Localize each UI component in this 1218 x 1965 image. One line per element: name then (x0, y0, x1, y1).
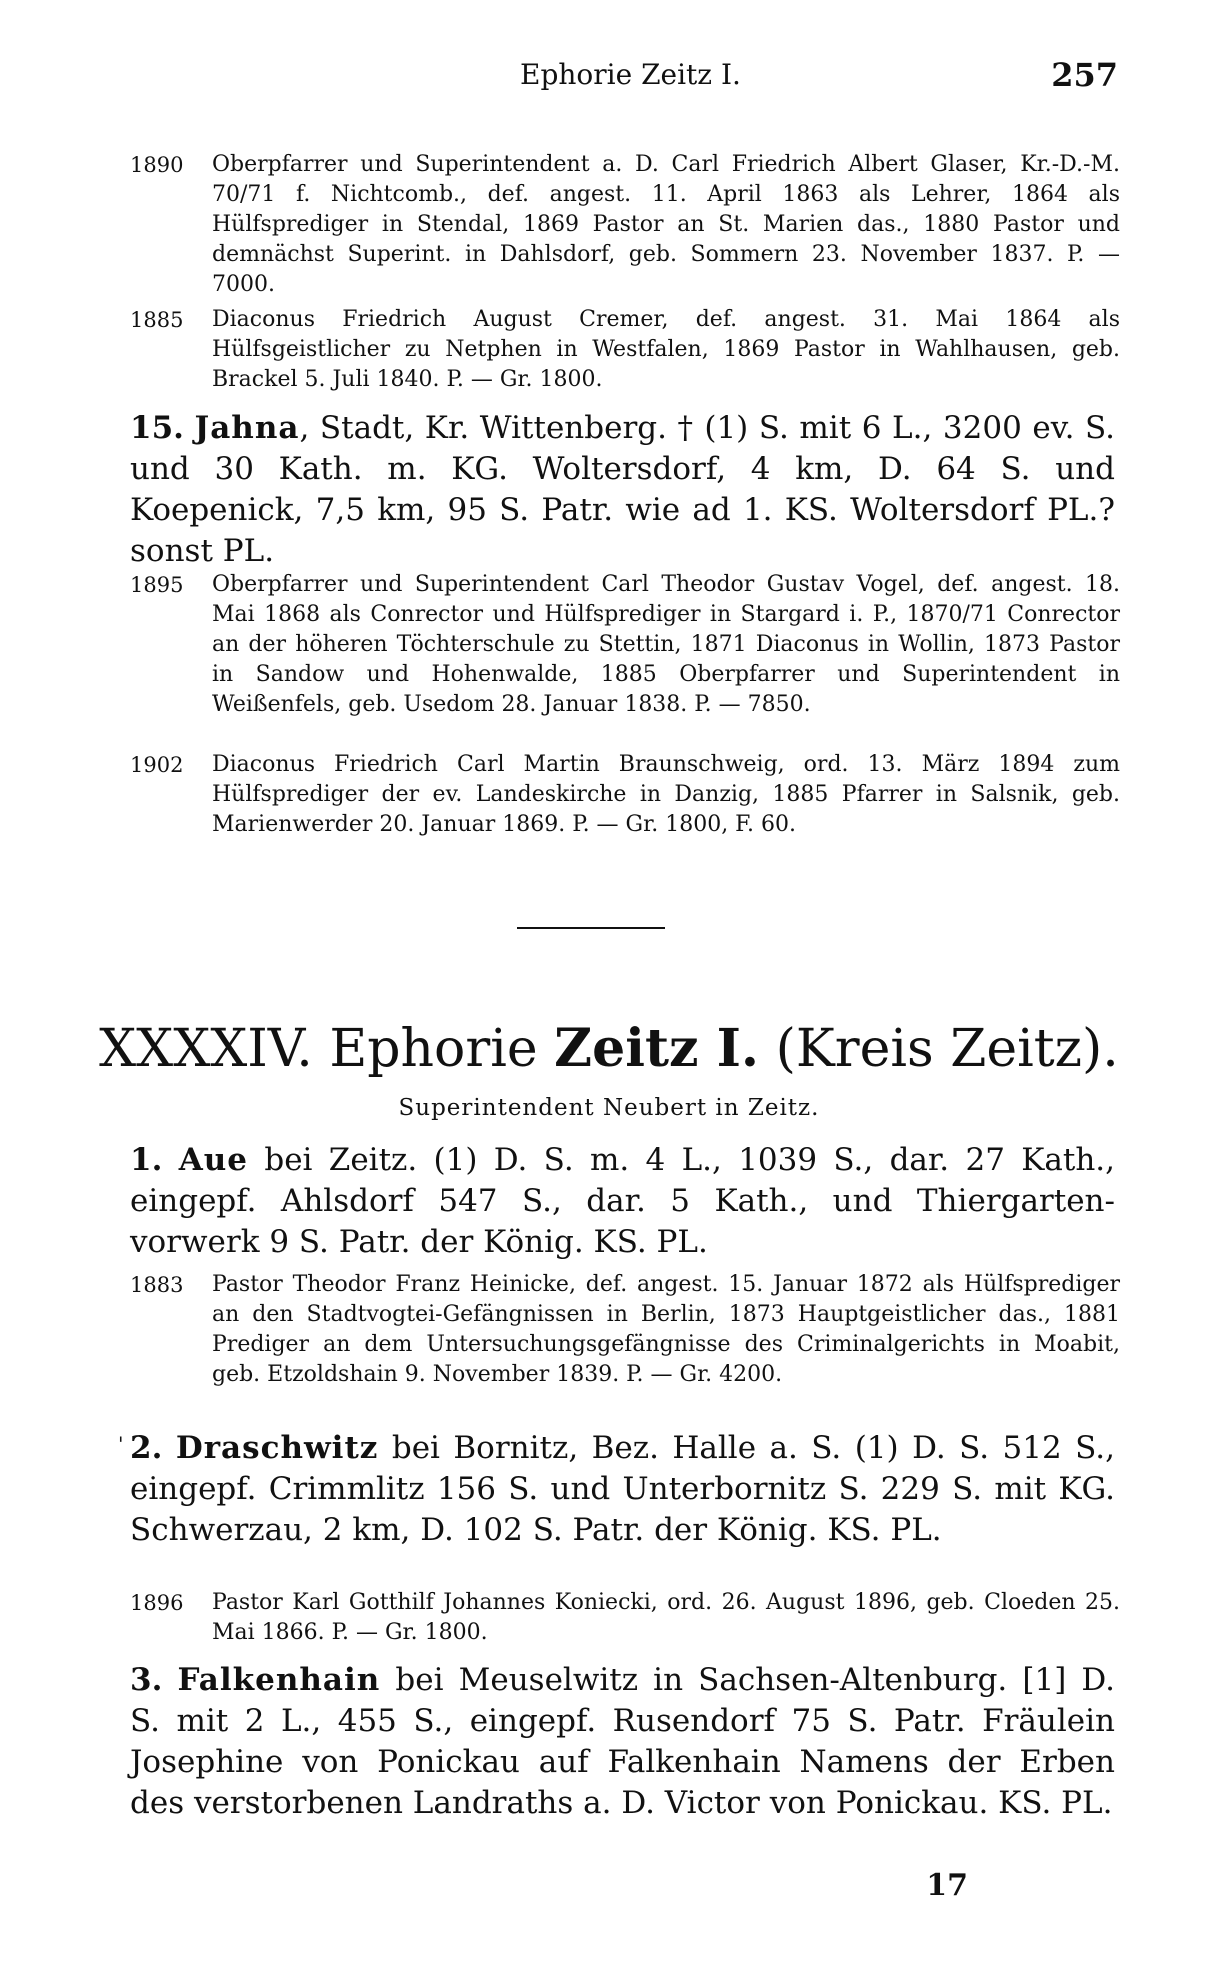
entry-text: Oberpfarrer und Superintendent Carl Theodor Gustav Vogel, def. angest. 18. Mai 1868 als Conrector und Hülfsprediger in Stargard i. P., 1870/71 Conrector an der höheren Töchterschule zu Stettin, 1871 Diaconus in Wollin, 1873 Pastor in Sandow und Hohenwalde, 1885 Oberpfarrer und Superintendent in Weißenfels, geb. Usedom 28. Januar 1838. P. — 7850. (212, 572, 1120, 717)
entry-year: 1896 (130, 1591, 184, 1615)
place-text: bei Zeitz. (1) D. S. m. 4 L., 1039 S., dar. 27 Kath., eingepf. Ahlsdorf 547 S., dar. 5 Kath., und Thiergarten-vorwerk 9 S. Patr. der König. KS. PL. (130, 1142, 1116, 1260)
entry-year: 1902 (130, 753, 184, 777)
page-number: 257 (1051, 56, 1118, 94)
sheet-signature: 17 (926, 1868, 968, 1903)
place-15-jahna (130, 408, 1115, 572)
place-text: bei Meuselwitz in Sachsen-Altenburg. [1] D. S. mit 2 L., 455 S., eingepf. Rusendorf 75 S. Patr. Fräulein Josephine von Ponickau auf Falkenhain Namens der Erben des verstorbenen Landraths a. D. Victor von Ponickau. KS. PL. (130, 1662, 1115, 1821)
entry-1896 (130, 1588, 1120, 1648)
place-number: 15. (130, 410, 184, 446)
entry-text: Diaconus Friedrich August Cremer, def. angest. 31. Mai 1864 als Hülfsgeistlicher zu Netphen in Westfalen, 1869 Pastor in Wahlhausen, geb. Brackel 5. Juli 1840. P. — Gr. 1800. (212, 307, 1120, 392)
place-name: Jahna (194, 410, 300, 446)
place-name: Falkenhain (177, 1662, 381, 1698)
place-1-aue (130, 1140, 1115, 1263)
running-header (0, 50, 1218, 100)
chapter-suffix: (Kreis Zeitz). (775, 1019, 1119, 1079)
place-2-draschwitz (130, 1428, 1115, 1551)
place-text: bei Bornitz, Bez. Halle a. S. (1) D. S. 512 S., eingepf. Crimmlitz 156 S. und Unterbornitz S. 229 S. mit KG. Schwerzau, 2 km, D. 102 S. Patr. der König. KS. PL. (130, 1430, 1115, 1548)
entry-text: Oberpfarrer und Superintendent a. D. Carl Friedrich Albert Glaser, Kr.-D.-M. 70/71 f. Nichtcomb., def. angest. 11. April 1863 als Lehrer, 1864 als Hülfsprediger in Stendal, 1869 Pastor an St. Marien das., 1880 Pastor und demnächst Superint. in Dahlsdorf, geb. Sommern 23. November 1837. P. — 7000. (212, 152, 1120, 297)
place-number: 3. (130, 1662, 163, 1698)
place-name: Aue (178, 1142, 249, 1178)
entry-1895 (130, 570, 1120, 720)
place-3-falkenhain (130, 1660, 1115, 1824)
superintendent-line: Superintendent Neubert in Zeitz. (398, 1095, 820, 1121)
entry-year: 1890 (130, 153, 184, 177)
place-number: 2. (130, 1430, 163, 1466)
entry-1902 (130, 750, 1120, 840)
header-title: Ephorie Zeitz I. (520, 58, 741, 91)
entry-1883 (130, 1270, 1120, 1390)
entry-year: 1895 (130, 573, 184, 597)
place-text: , Stadt, Kr. Wittenberg. † (1) S. mit 6 L., 3200 ev. S. und 30 Kath. m. KG. Woltersdorf, 4 km, D. 64 S. und Koepenick, 7,5 km, 95 S. Patr. wie ad 1. KS. Woltersdorf PL.? sonst PL. (130, 410, 1116, 569)
entry-text: Pastor Theodor Franz Heinicke, def. angest. 15. Januar 1872 als Hülfsprediger an den Stadtvogtei-Gefängnissen in Berlin, 1873 Hauptgeistlicher das., 1881 Prediger an dem Untersuchungsgefängnisse des Criminalgerichts in Moabit, geb. Etzoldshain 9. November 1839. P. — Gr. 4200. (212, 1272, 1120, 1387)
chapter-place: Zeitz I. (554, 1018, 760, 1079)
entry-text: Diaconus Friedrich Carl Martin Braunschweig, ord. 13. März 1894 zum Hülfsprediger der ev. Landeskirche in Danzig, 1885 Pfarrer in Salsnik, geb. Marienwerder 20. Januar 1869. P. — Gr. 1800, F. 60. (212, 752, 1120, 837)
chapter-word: Ephorie (329, 1019, 538, 1079)
chapter-heading (0, 1018, 1218, 1080)
entry-1890 (130, 150, 1120, 300)
stray-mark: ' (118, 1432, 124, 1456)
entry-year: 1885 (130, 308, 184, 332)
entry-year: 1883 (130, 1273, 184, 1297)
section-divider (517, 927, 665, 929)
entry-text: Pastor Karl Gotthilf Johannes Koniecki, ord. 26. August 1896, geb. Cloeden 25. Mai 1866. P. — Gr. 1800. (212, 1590, 1120, 1645)
place-number: 1. (130, 1142, 163, 1178)
chapter-number: XXXXIV. (99, 1019, 313, 1079)
entry-1885 (130, 305, 1120, 395)
place-name: Draschwitz (175, 1430, 379, 1466)
